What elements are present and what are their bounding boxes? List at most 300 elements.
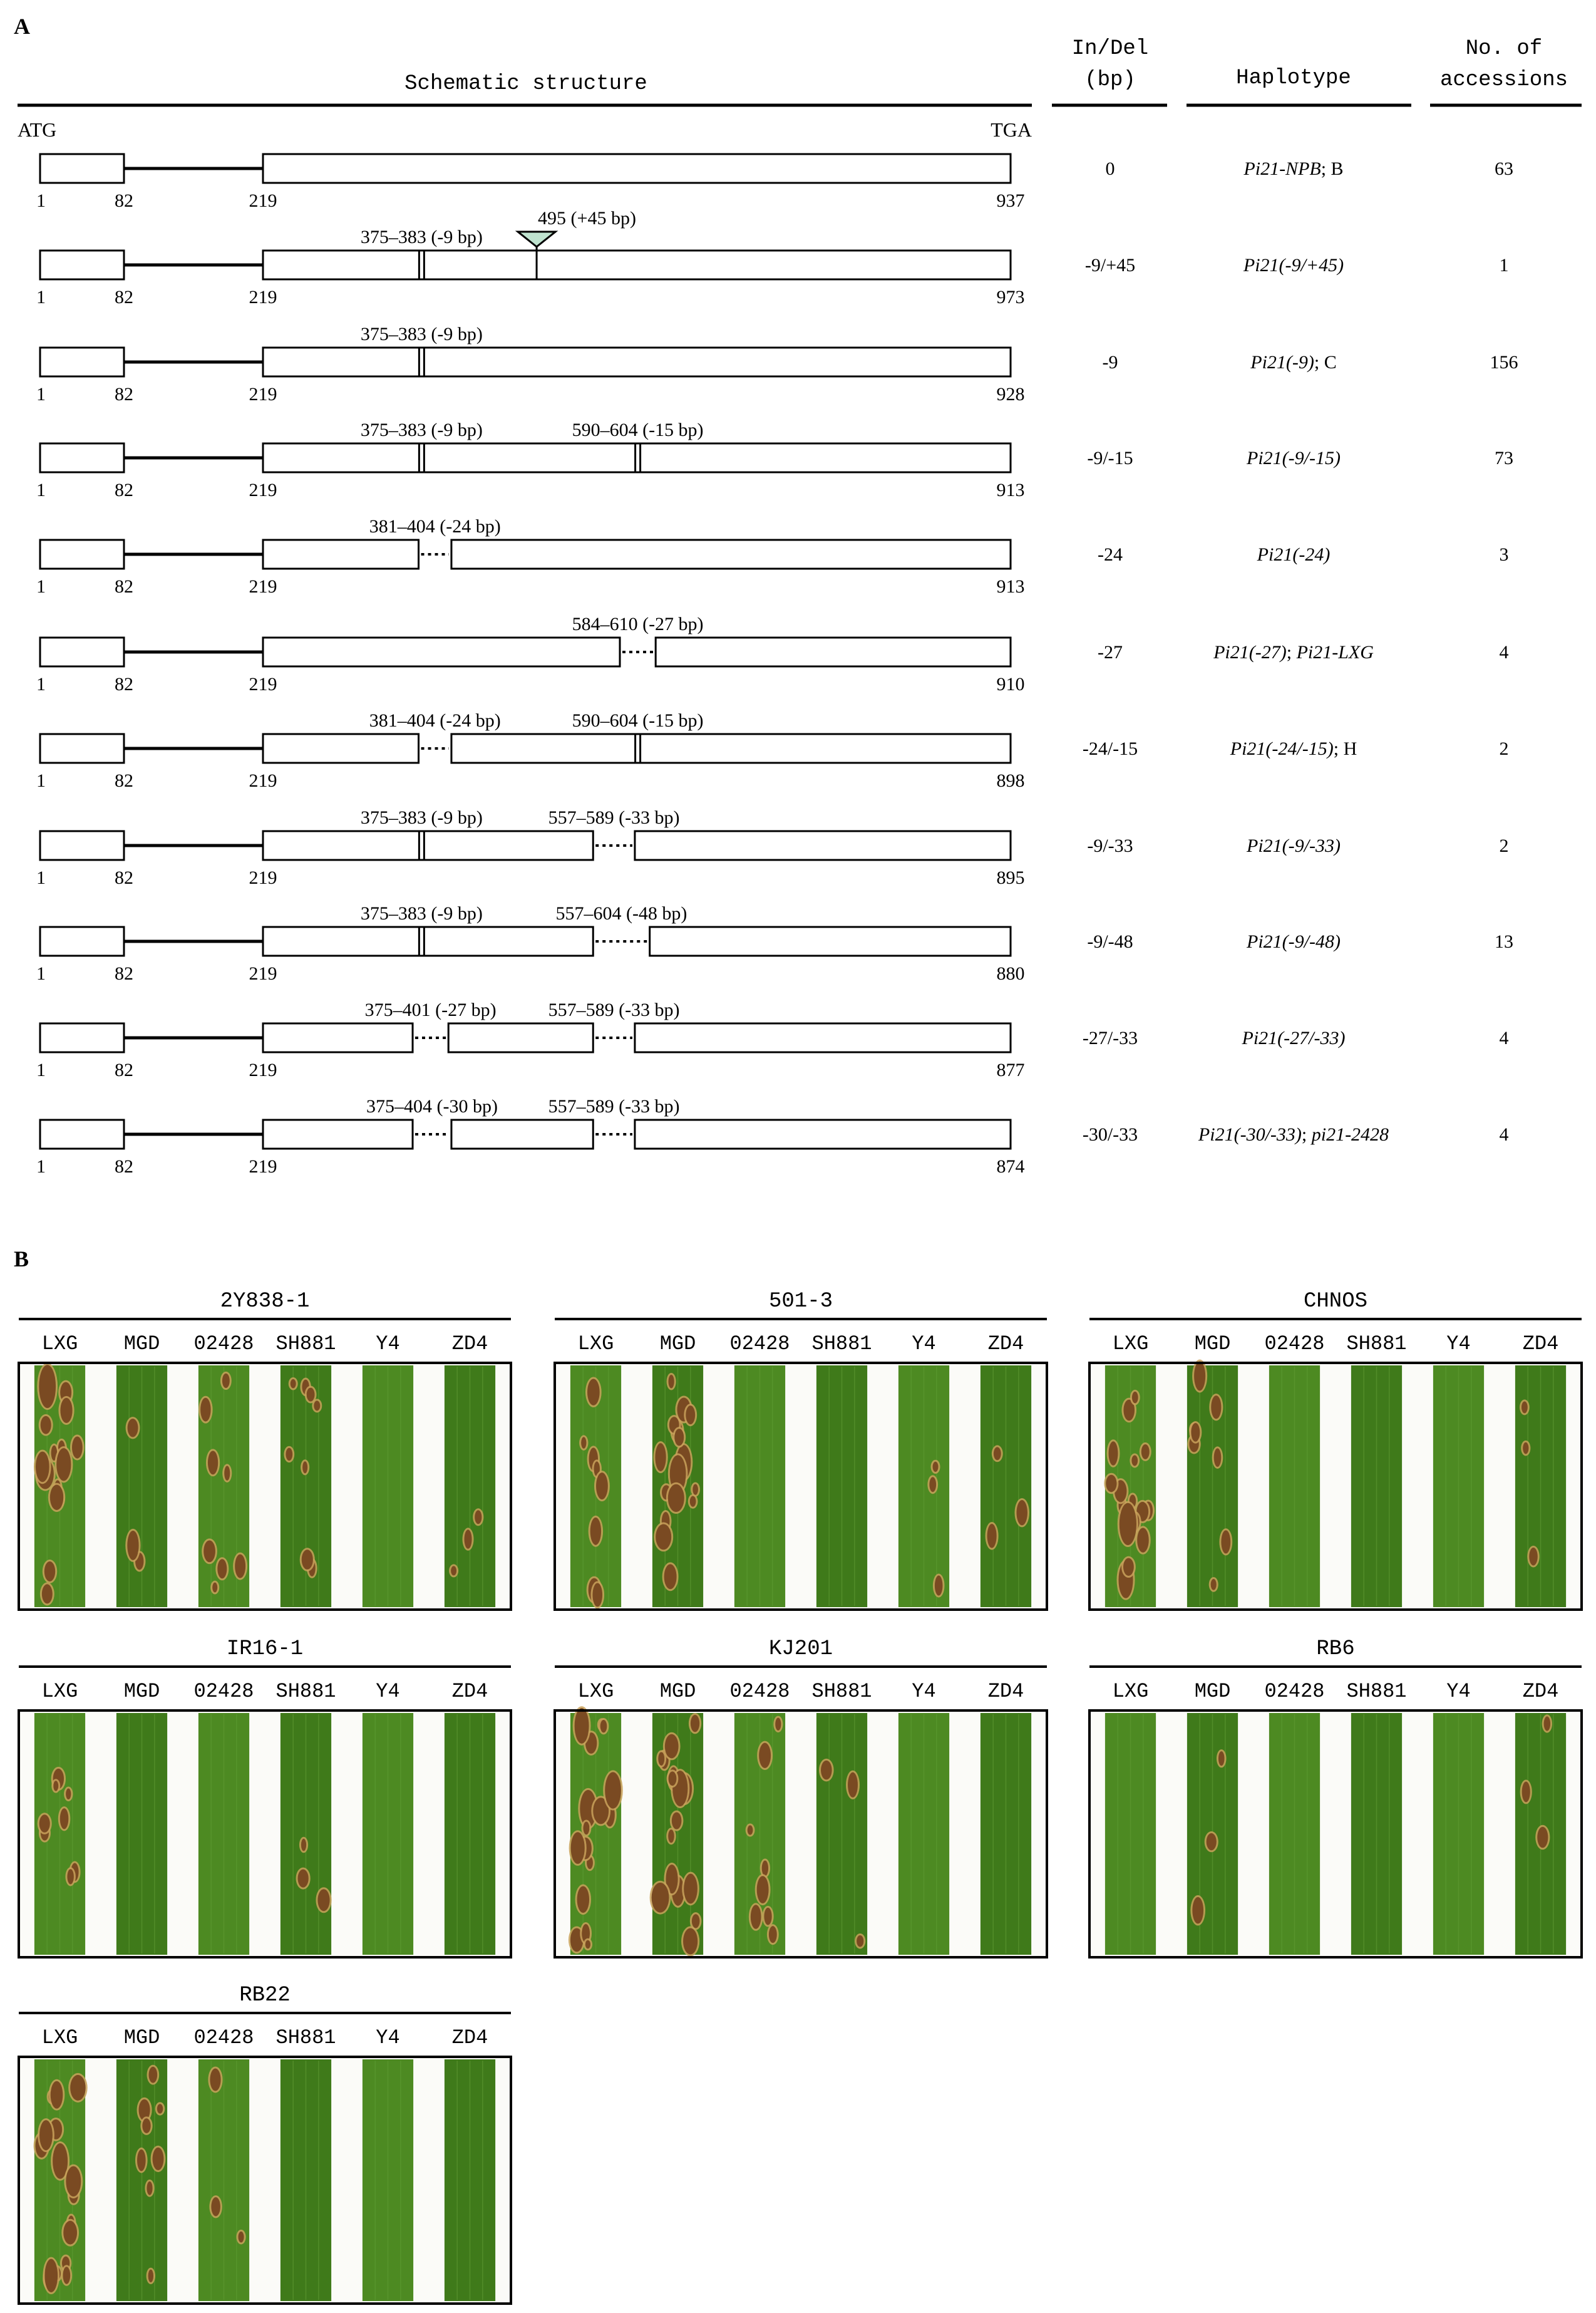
lesion xyxy=(39,1365,56,1408)
header-indel-line1: In/Del xyxy=(1071,37,1149,61)
lesion xyxy=(63,2221,77,2245)
position-label: 82 xyxy=(115,384,133,405)
lesion xyxy=(1141,1444,1150,1459)
isolate-name: 2Y838-1 xyxy=(220,1290,310,1313)
lane-label: LXG xyxy=(41,2026,78,2049)
lesion xyxy=(935,1576,943,1596)
lane-label: ZD4 xyxy=(1522,1332,1559,1355)
lesion xyxy=(585,1940,590,1948)
lane-label: SH881 xyxy=(275,1680,336,1703)
position-label: 82 xyxy=(115,770,133,791)
lesion xyxy=(1207,1833,1217,1850)
lane-label: ZD4 xyxy=(451,2026,488,2049)
haplotype-value: Pi21(-9/-15) xyxy=(1247,448,1341,468)
lesion xyxy=(691,1715,699,1732)
lesion xyxy=(56,1448,71,1481)
lesion xyxy=(301,1839,306,1851)
lane-label: LXG xyxy=(1112,1680,1149,1703)
lesion xyxy=(314,1400,320,1410)
lesion xyxy=(67,1869,73,1884)
lesion xyxy=(652,1883,669,1913)
deletion-label: 557–604 (-48 bp) xyxy=(555,903,687,924)
lesion xyxy=(1131,1456,1138,1466)
accession-count: 156 xyxy=(1490,352,1518,373)
position-label: 219 xyxy=(249,576,277,597)
haplotype-value: Pi21-NPB; B xyxy=(1243,158,1344,179)
exon-1 xyxy=(40,927,124,956)
exon-2 xyxy=(448,1023,593,1052)
lesion xyxy=(127,1531,138,1560)
position-label: 82 xyxy=(115,287,133,308)
lesion xyxy=(217,1559,227,1578)
lesion xyxy=(692,1484,698,1494)
lane-label: ZD4 xyxy=(1522,1680,1559,1703)
lesion xyxy=(39,1814,50,1832)
lesion xyxy=(674,1429,684,1446)
lesion xyxy=(600,1720,607,1732)
lane-label: LXG xyxy=(577,1332,614,1355)
deletion-label: 590–604 (-15 bp) xyxy=(572,420,704,440)
gene-row xyxy=(36,1000,1509,1080)
position-label: 913 xyxy=(996,480,1025,500)
lane-label: LXG xyxy=(41,1680,78,1703)
lesion xyxy=(929,1477,936,1492)
insertion-triangle xyxy=(518,232,555,247)
lesion xyxy=(571,1832,585,1864)
isolate-name: KJ201 xyxy=(768,1637,833,1661)
lesion xyxy=(669,1771,677,1786)
position-label: 910 xyxy=(996,674,1025,695)
lane-label: Y4 xyxy=(376,2026,400,2049)
lesion xyxy=(42,1584,53,1603)
insertion-label: 495 (+45 bp) xyxy=(538,208,636,229)
exon-1 xyxy=(40,348,124,376)
haplotype-value: Pi21(-9); C xyxy=(1250,352,1337,373)
lesion xyxy=(994,1447,1001,1460)
lesion xyxy=(987,1524,997,1548)
position-label: 1 xyxy=(36,867,46,888)
exon-2 xyxy=(263,1023,413,1052)
lesion xyxy=(36,1452,49,1482)
lesion xyxy=(769,1926,777,1943)
lesion xyxy=(60,1398,72,1423)
lesion xyxy=(857,1935,863,1947)
deletion-label: 375–383 (-9 bp) xyxy=(360,807,483,828)
header-accessions-line2: accessions xyxy=(1439,68,1568,92)
lane-label: SH881 xyxy=(275,2026,336,2049)
position-label: 928 xyxy=(996,384,1025,405)
leaf-background xyxy=(19,2057,511,2304)
position-label: 219 xyxy=(249,963,277,984)
lane-label: Y4 xyxy=(1446,1680,1471,1703)
exon-1 xyxy=(40,251,124,279)
deletion-label: 375–404 (-30 bp) xyxy=(366,1096,498,1117)
exon-2 xyxy=(650,927,1011,956)
indel-value: -24 xyxy=(1098,544,1123,565)
accession-count: 13 xyxy=(1495,931,1513,952)
gene-row xyxy=(36,154,1513,211)
accession-count: 4 xyxy=(1499,1124,1509,1145)
lesion xyxy=(235,1555,245,1578)
accession-count: 2 xyxy=(1499,738,1509,759)
position-label: 1 xyxy=(36,1156,46,1177)
stop-codon-label: TGA xyxy=(991,118,1032,141)
lesion xyxy=(212,1583,217,1593)
lesion xyxy=(762,1860,768,1876)
lane-label: 02428 xyxy=(1264,1332,1325,1355)
lane-label: 02428 xyxy=(193,1680,254,1703)
lane-label: ZD4 xyxy=(451,1332,488,1355)
isolate-panel xyxy=(19,1290,511,1610)
position-label: 219 xyxy=(249,1156,277,1177)
isolate-name: IR16-1 xyxy=(226,1637,304,1661)
indel-value: -24/-15 xyxy=(1082,738,1138,759)
lesion xyxy=(757,1876,769,1903)
isolate-name: RB6 xyxy=(1316,1637,1355,1661)
lesion xyxy=(66,2166,81,2197)
gene-structure-rows xyxy=(36,154,1518,1177)
lesion xyxy=(50,1485,63,1510)
lesion xyxy=(1123,1558,1134,1576)
deletion-label: 375–383 (-9 bp) xyxy=(360,420,483,440)
position-label: 874 xyxy=(996,1156,1025,1177)
indel-value: -9/-33 xyxy=(1087,836,1133,856)
lesion xyxy=(672,1812,682,1829)
lesion xyxy=(683,1928,698,1955)
lane-label: SH881 xyxy=(811,1332,872,1355)
position-label: 895 xyxy=(996,867,1025,888)
lesion xyxy=(668,1484,684,1512)
lesion xyxy=(464,1529,471,1548)
isolate-name: RB22 xyxy=(239,1984,291,2007)
haplotype-value: Pi21(-24) xyxy=(1257,544,1331,565)
lesion xyxy=(775,1718,781,1731)
lesion xyxy=(658,1752,664,1766)
lesion xyxy=(1132,1392,1138,1404)
exon-2 xyxy=(263,251,1011,279)
header-indel-line2: (bp) xyxy=(1084,68,1136,92)
leaf-background xyxy=(555,1710,1047,1957)
position-label: 1 xyxy=(36,1060,46,1080)
lane-label: ZD4 xyxy=(451,1680,488,1703)
lesion xyxy=(1521,1402,1528,1414)
gene-row xyxy=(36,420,1513,500)
accession-count: 2 xyxy=(1499,836,1509,856)
isolate-name: 501-3 xyxy=(768,1290,833,1313)
isolate-name: CHNOS xyxy=(1303,1290,1368,1313)
lesion xyxy=(451,1566,456,1575)
exon-1 xyxy=(40,154,124,183)
header-haplotype: Haplotype xyxy=(1236,66,1351,90)
exon-2 xyxy=(451,1120,593,1149)
position-label: 82 xyxy=(115,190,133,211)
position-label: 877 xyxy=(996,1060,1025,1080)
lesion xyxy=(44,1561,55,1581)
lesion xyxy=(211,2197,220,2216)
lane-label: 02428 xyxy=(193,2026,254,2049)
position-label: 82 xyxy=(115,480,133,500)
deletion-label: 375–383 (-9 bp) xyxy=(360,324,483,344)
accession-count: 1 xyxy=(1499,255,1509,276)
isolate-panel xyxy=(555,1637,1047,1957)
deletion-label: 590–604 (-15 bp) xyxy=(572,710,704,731)
lesion xyxy=(1016,1500,1027,1525)
position-label: 219 xyxy=(249,674,277,695)
lane-label: SH881 xyxy=(1346,1680,1407,1703)
lane-label: MGD xyxy=(659,1680,696,1703)
lesion xyxy=(149,2067,158,2083)
lesion xyxy=(1191,1423,1200,1442)
lane-label: MGD xyxy=(659,1332,696,1355)
accession-count: 63 xyxy=(1495,158,1513,179)
haplotype-value: Pi21(-24/-15); H xyxy=(1230,738,1357,759)
lane-label: 02428 xyxy=(193,1332,254,1355)
lesion xyxy=(583,1822,589,1835)
exon-2 xyxy=(656,638,1011,666)
exon-1 xyxy=(40,638,124,666)
lane-label: ZD4 xyxy=(987,1332,1024,1355)
lesion xyxy=(70,2075,86,2101)
lesion xyxy=(1523,1442,1528,1454)
indel-value: -27/-33 xyxy=(1082,1028,1138,1048)
lesion xyxy=(590,1518,601,1545)
lesion xyxy=(39,2120,53,2150)
lesion xyxy=(222,1374,230,1388)
gene-row xyxy=(36,614,1509,695)
lesion xyxy=(664,1564,677,1589)
lesion xyxy=(63,2267,70,2284)
lesion xyxy=(587,1379,600,1405)
lesion xyxy=(1192,1897,1203,1924)
deletion-label: 375–383 (-9 bp) xyxy=(360,227,483,247)
start-codon-label: ATG xyxy=(18,118,57,141)
lesion xyxy=(1522,1782,1530,1803)
exon-2 xyxy=(263,927,593,956)
lane-label: SH881 xyxy=(811,1680,872,1703)
lane-label: Y4 xyxy=(376,1680,400,1703)
lesion xyxy=(596,1472,608,1499)
lesion xyxy=(821,1761,832,1780)
lesion xyxy=(577,1886,589,1913)
lane-label: Y4 xyxy=(912,1680,936,1703)
lesion xyxy=(690,1496,696,1507)
lane-label: 02428 xyxy=(729,1332,790,1355)
indel-value: -9 xyxy=(1102,352,1118,373)
lane-label: MGD xyxy=(1194,1332,1231,1355)
leaf-background xyxy=(19,1710,511,1957)
lesion xyxy=(1106,1475,1116,1493)
deletion-label: 375–383 (-9 bp) xyxy=(360,903,483,924)
lesion xyxy=(157,2104,163,2113)
exon-2 xyxy=(451,734,1011,763)
isolate-panel xyxy=(19,1984,511,2304)
lane-label: MGD xyxy=(123,1332,160,1355)
position-label: 1 xyxy=(36,384,46,405)
position-label: 219 xyxy=(249,190,277,211)
exon-1 xyxy=(40,1023,124,1052)
lesion xyxy=(41,1416,51,1434)
lane-label: 02428 xyxy=(729,1680,790,1703)
gene-row xyxy=(36,324,1518,405)
position-label: 82 xyxy=(115,674,133,695)
lesion xyxy=(302,1550,313,1570)
exon-1 xyxy=(40,540,124,569)
lane-label: LXG xyxy=(577,1680,614,1703)
lesion xyxy=(137,2150,146,2171)
lesion xyxy=(684,1874,698,1904)
header-schematic: Schematic structure xyxy=(404,72,647,96)
lane-label: Y4 xyxy=(376,1332,400,1355)
leaf-panels xyxy=(19,1290,1582,2304)
exon-2 xyxy=(263,831,593,860)
lane-label: MGD xyxy=(123,1680,160,1703)
lesion xyxy=(1120,1503,1136,1545)
leaf-background xyxy=(1089,1363,1582,1610)
lane-label: SH881 xyxy=(1346,1332,1407,1355)
lesion xyxy=(665,1734,679,1759)
position-label: 913 xyxy=(996,576,1025,597)
position-label: 219 xyxy=(249,480,277,500)
lesion xyxy=(1544,1716,1550,1731)
position-label: 82 xyxy=(115,963,133,984)
haplotype-value: Pi21(-9/-48) xyxy=(1247,931,1341,952)
lesion xyxy=(53,1781,58,1791)
lane-label: Y4 xyxy=(1446,1332,1471,1355)
position-label: 82 xyxy=(115,867,133,888)
lesion xyxy=(764,1908,771,1925)
leaf-background xyxy=(19,1363,511,1610)
isolate-panel xyxy=(555,1290,1047,1610)
position-label: 937 xyxy=(996,190,1025,211)
lesion xyxy=(1211,1579,1217,1590)
lesion xyxy=(317,1889,329,1911)
haplotype-value: Pi21(-9/+45) xyxy=(1243,255,1344,276)
gene-row xyxy=(36,807,1509,888)
exon-2 xyxy=(263,348,1011,376)
position-label: 82 xyxy=(115,1156,133,1177)
accession-count: 73 xyxy=(1495,448,1513,468)
lesion xyxy=(298,1870,309,1888)
lesion xyxy=(575,1708,589,1744)
lesion xyxy=(848,1772,858,1798)
position-label: 82 xyxy=(115,576,133,597)
position-label: 219 xyxy=(249,1060,277,1080)
header-accessions-line1: No. of xyxy=(1465,37,1543,61)
position-label: 973 xyxy=(996,287,1025,308)
lane-label: Y4 xyxy=(912,1332,936,1355)
exon-2 xyxy=(263,540,419,569)
lane-label: MGD xyxy=(123,2026,160,2049)
lesion xyxy=(605,1772,621,1808)
lesion xyxy=(933,1462,939,1472)
exon-2 xyxy=(263,154,1011,183)
exon-1 xyxy=(40,1120,124,1149)
exon-2 xyxy=(635,831,1011,860)
haplotype-value: Pi21(-27); Pi21-LXG xyxy=(1213,642,1374,663)
lesion xyxy=(692,1914,700,1928)
position-label: 1 xyxy=(36,770,46,791)
position-label: 898 xyxy=(996,770,1025,791)
panel-a-label: A xyxy=(14,14,30,39)
lesion xyxy=(210,2068,220,2091)
lesion xyxy=(1211,1395,1221,1419)
gene-row xyxy=(36,516,1509,597)
deletion-label: 381–404 (-24 bp) xyxy=(369,516,501,537)
haplotype-value: Pi21(-9/-33) xyxy=(1247,836,1341,856)
lesion xyxy=(51,2081,63,2109)
accession-count: 4 xyxy=(1499,642,1509,663)
lesion xyxy=(307,1388,315,1402)
lesion xyxy=(592,1583,602,1607)
indel-value: -9/-15 xyxy=(1087,448,1133,468)
lesion xyxy=(1214,1448,1222,1467)
lane-label: SH881 xyxy=(275,1332,336,1355)
position-label: 1 xyxy=(36,576,46,597)
haplotype-value: Pi21(-27/-33) xyxy=(1242,1028,1346,1048)
lesion xyxy=(44,2259,58,2292)
leaf-background xyxy=(1089,1710,1582,1957)
lesion xyxy=(200,1398,210,1422)
position-label: 1 xyxy=(36,963,46,984)
lesion xyxy=(475,1510,481,1524)
exon-2 xyxy=(635,1120,1011,1149)
position-label: 219 xyxy=(249,384,277,405)
exon-2 xyxy=(451,540,1011,569)
isolate-panel xyxy=(1089,1290,1582,1610)
lesion xyxy=(1137,1528,1149,1552)
position-label: 1 xyxy=(36,190,46,211)
lesion xyxy=(286,1448,292,1461)
indel-value: 0 xyxy=(1105,158,1115,179)
lesion xyxy=(668,1829,674,1843)
isolate-panel xyxy=(1089,1637,1582,1957)
position-label: 1 xyxy=(36,287,46,308)
lesion xyxy=(208,1451,218,1474)
lesion xyxy=(581,1437,586,1448)
lane-label: 02428 xyxy=(1264,1680,1325,1703)
gene-row xyxy=(36,903,1513,984)
accession-count: 3 xyxy=(1499,544,1509,565)
lesion xyxy=(302,1461,307,1473)
exon-1 xyxy=(40,831,124,860)
position-label: 1 xyxy=(36,480,46,500)
lane-label: LXG xyxy=(1112,1332,1149,1355)
lesion xyxy=(1537,1827,1548,1848)
position-label: 219 xyxy=(249,770,277,791)
lesion xyxy=(1109,1441,1118,1465)
lesion xyxy=(60,1808,69,1829)
lesion xyxy=(66,1789,71,1800)
deletion-label: 557–589 (-33 bp) xyxy=(548,1096,680,1117)
lesion xyxy=(203,1540,215,1562)
deletion-label: 375–401 (-27 bp) xyxy=(364,1000,497,1020)
exon-1 xyxy=(40,443,124,472)
lane-label: MGD xyxy=(1194,1680,1231,1703)
lesion xyxy=(128,1419,138,1437)
lesion xyxy=(656,1524,671,1550)
indel-value: -27 xyxy=(1098,642,1123,663)
indel-value: -30/-33 xyxy=(1082,1124,1138,1145)
deletion-label: 557–589 (-33 bp) xyxy=(548,1000,680,1020)
deletion-label: 557–589 (-33 bp) xyxy=(548,807,680,828)
lesion xyxy=(669,1375,674,1389)
gene-row xyxy=(36,208,1509,308)
exon-2 xyxy=(263,443,1011,472)
lesion xyxy=(72,1436,83,1458)
exon-2 xyxy=(263,638,620,666)
panel-b-label: B xyxy=(14,1246,29,1271)
lesion xyxy=(1218,1751,1225,1766)
